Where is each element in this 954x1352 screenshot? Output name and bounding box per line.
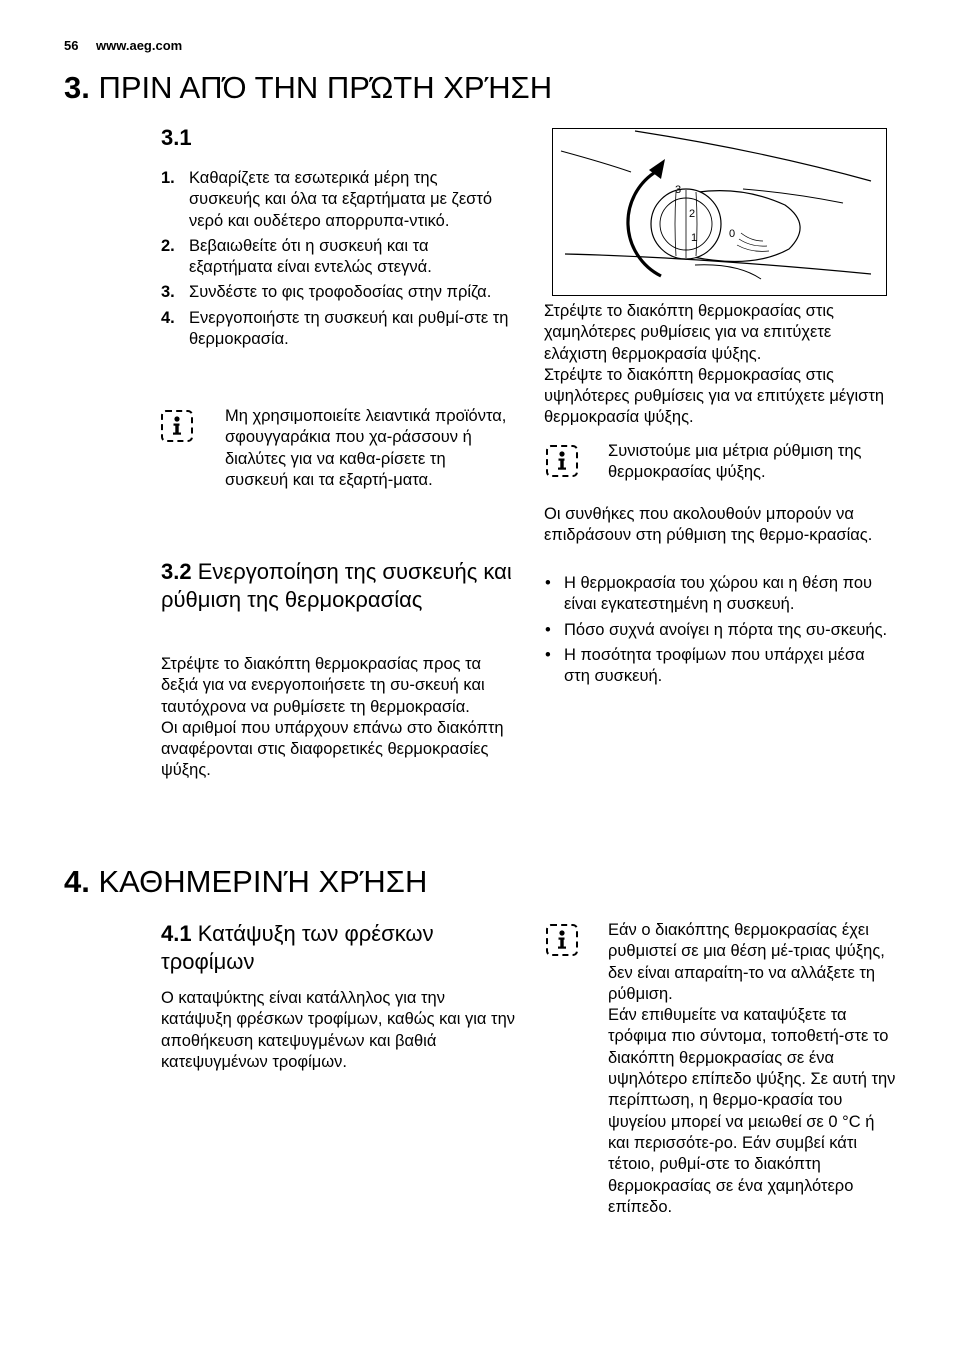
conditions-intro: Οι συνθήκες που ακολουθούν μπορούν να επιδράσουν στη ρύθμιση της θερμο-κρασίας. xyxy=(544,505,873,545)
step-text: Συνδέστε το φις τροφοδοσίας στην πρίζα. xyxy=(189,283,492,302)
step-number: 4. xyxy=(161,308,175,327)
section-3-number: 3. xyxy=(64,70,90,105)
activation-paragraph: Στρέψτε το διακόπτη θερμοκρασίας προς τα δεξιά για να ενεργοποιήσετε τη συ-σκευή και ταυτόχρονα να ρυθμίσετε τη θερμοκρασία. xyxy=(161,655,485,716)
dial-setting-text xyxy=(544,301,889,429)
site-url: www.aeg.com xyxy=(96,38,183,53)
activation-text xyxy=(161,654,516,782)
freezing-paragraph: Ο καταψύκτης είναι κατάλληλος για την κατάψυξη φρέσκων τροφίμων, καθώς και για την αποθήκευση κατεψυγμένων και βαθιά κατεψυγμένων τροφίμων. xyxy=(161,989,515,1071)
dial-label-2: 2 xyxy=(689,208,696,220)
section-3-heading xyxy=(64,70,552,106)
dial-label-1: 1 xyxy=(691,232,698,244)
subsection-3-2-number: 3.2 xyxy=(161,559,192,584)
freezing-note-paragraph-1: Εάν ο διακόπτης θερμοκρασίας έχει ρυθμιστεί σε μια θέση μέ-τριας ψύξης, δεν είναι απαραίτη-το να αλλάξετε τη ρύθμιση. xyxy=(608,921,885,1003)
bullet-mark: • xyxy=(545,620,551,639)
low-setting-paragraph: Στρέψτε το διακόπτη θερμοκρασίας στις χαμηλότερες ρυθμίσεις για να επιτύχετε ελάχιστη θερμοκρασία ψύξης. xyxy=(544,302,834,363)
subsection-3-2-heading xyxy=(161,558,513,614)
section-3-title: ΠΡΙΝ ΑΠΌ ΤΗΝ ΠΡΏΤΗ ΧΡΉΣΗ xyxy=(98,70,553,105)
step-text: Βεβαιωθείτε ότι η συσκευή και τα εξαρτήματα είναι εντελώς στεγνά. xyxy=(189,236,432,277)
list-item xyxy=(544,620,889,641)
info-icon xyxy=(546,445,578,477)
section-4-number: 4. xyxy=(64,864,90,899)
list-item xyxy=(161,282,513,303)
subsection-4-1-title: Κατάψυξη των φρέσκων τροφίμων xyxy=(161,921,434,974)
dial-numbers-paragraph: Οι αριθμοί που υπάρχουν επάνω στο διακόπτη αναφέρονται στις διαφορετικές θερμοκρασίες ψύξης. xyxy=(161,718,504,780)
bullet-mark: • xyxy=(545,574,551,592)
freezing-note-paragraph-2: Εάν επιθυμείτε να καταψύξετε τα τρόφιμα πιο σύντομα, τοποθετή-στε το διακόπτη θερμοκρασίας σε ένα υψηλότερο επίπεδο ψύξης. Σε αυτή την περίπτωση, η θερμο-κρασία του ψυγείου μπορεί να μειωθεί σε 0 °C ή και περισσότε-ρο. Εάν συμβεί κάτι τέτοιο, ρυθμί-στε το διακόπτη θερμοκρασίας σε ένα χαμηλότερο επίπεδο. xyxy=(608,1006,896,1216)
subsection-3-2-title: Ενεργοποίηση της συσκευής και ρύθμιση της θερμοκρασίας xyxy=(161,559,512,612)
dial-label-0: 0 xyxy=(729,228,736,240)
step-text: Καθαρίζετε τα εσωτερικά μέρη της συσκευής και όλα τα εξαρτήματα με ζεστό νερό και ουδέτερο απορρυπα-ντικό. xyxy=(189,169,493,230)
info-icon xyxy=(161,410,193,442)
info-icon xyxy=(546,924,578,956)
subsection-4-1-number: 4.1 xyxy=(161,921,192,946)
subsection-3-1-number: 3.1 xyxy=(161,125,192,150)
conditions-list xyxy=(544,573,889,691)
bullet-text: Πόσο συχνά ανοίγει η πόρτα της συ-σκευής. xyxy=(564,620,888,639)
medium-setting-note: Συνιστούμε μια μέτρια ρύθμιση της θερμοκρασίας ψύξης. xyxy=(608,442,862,482)
section-4-title: ΚΑΘΗΜΕΡΙΝΉ ΧΡΉΣΗ xyxy=(98,864,428,899)
subsection-4-1-heading xyxy=(161,920,501,976)
cleaning-warning-note: Μη χρησιμοποιείτε λειαντικά προϊόντα, σφουγγαράκια που χα-ράσσουν ή διαλύτες για να καθα-ρίσετε τη συσκευή και τα εξαρτή-ματα. xyxy=(225,407,507,489)
list-item xyxy=(544,645,889,688)
section-4-heading xyxy=(64,864,427,900)
page-number: 56 xyxy=(64,38,79,53)
freezing-note xyxy=(608,920,896,1218)
list-item xyxy=(544,573,889,616)
bullet-text: Η θερμοκρασία του χώρου και η θέση που είναι εγκατεστημένη η συσκευή. xyxy=(564,574,873,614)
bullet-text: Η ποσότητα τροφίμων που υπάρχει μέσα στη συσκευή. xyxy=(564,645,865,686)
step-number: 3. xyxy=(161,283,175,302)
cleaning-steps-list xyxy=(161,168,513,354)
list-item xyxy=(161,168,513,232)
step-number: 1. xyxy=(161,169,175,187)
high-setting-paragraph: Στρέψτε το διακόπτη θερμοκρασίας στις υψηλότερες ρυθμίσεις για να επιτύχετε μέγιστη θερμοκρασία ψύξης. xyxy=(544,365,885,427)
list-item xyxy=(161,236,513,279)
bullet-mark: • xyxy=(545,645,551,664)
thermostat-dial-illustration xyxy=(552,128,887,296)
dial-label-3: 3 xyxy=(675,184,682,196)
step-number: 2. xyxy=(161,236,175,255)
subsection-3-1-heading xyxy=(161,124,192,152)
list-item xyxy=(161,308,513,351)
step-text: Ενεργοποιήστε τη συσκευή και ρυθμί-στε τη θερμοκρασία. xyxy=(189,308,509,349)
